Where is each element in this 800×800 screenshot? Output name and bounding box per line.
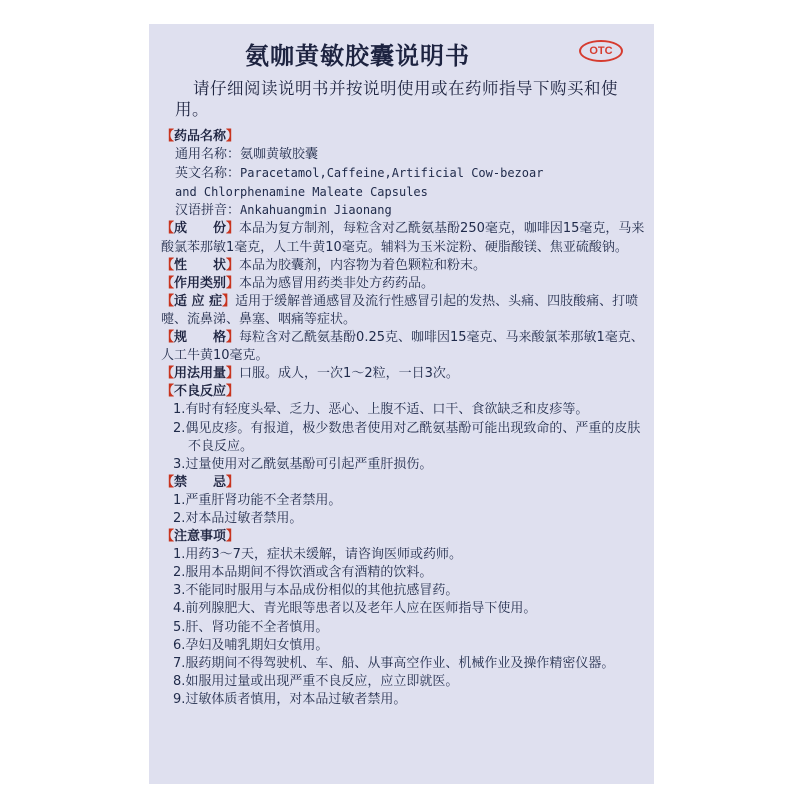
list-item: 2.偶见皮疹。有报道，极少数患者使用对乙酰氨基酚可能出现致命的、严重的皮肤不良反应。 (173, 420, 641, 454)
english-name-row-2: and Chlorphenamine Maleate Capsules (175, 185, 428, 200)
section-adverse: 【不良反应】 (161, 384, 240, 400)
document-title: 氨咖黄敏胶囊说明书 (245, 42, 470, 70)
section-heading: 禁 忌 (174, 474, 227, 490)
list-item: 1.严重肝肾功能不全者禁用。 (173, 492, 342, 508)
indication-text: 适用于缓解普通感冒及流行性感冒引起的发热、头痛、四肢酸痛、打喷嚏、流鼻涕、鼻塞、咽痛等症状。 (161, 293, 639, 327)
english-name-label: 英文名称： (175, 166, 241, 182)
english-name-row (161, 164, 646, 183)
list-item: 5.肝、肾功能不全者慎用。 (173, 619, 329, 635)
section-heading: 性 状 (174, 257, 227, 273)
list-item: 2.服用本品期间不得饮酒或含有酒精的饮料。 (173, 565, 433, 581)
section-drug-name: 【药品名称】 (161, 129, 240, 144)
pinyin-value: Ankahuangmin Jiaonang (240, 203, 392, 218)
list-item: 1.有时有轻度头晕、乏力、恶心、上腹不适、口干、食欲缺乏和皮疹等。 (173, 402, 589, 418)
section-heading: 用法用量 (174, 366, 227, 382)
generic-name-label: 通用名称： (175, 147, 241, 163)
leaflet-content (161, 128, 646, 709)
pinyin-label: 汉语拼音： (175, 203, 241, 219)
section-contraindications: 【禁 忌】 (161, 474, 240, 490)
generic-name-row (161, 146, 646, 164)
dosage-text: 口服。成人，一次1～2粒，一日3次。 (239, 366, 459, 382)
section-heading: 作用类别 (174, 275, 227, 291)
generic-name-value: 氨咖黄敏胶囊 (240, 147, 319, 163)
list-item: 9.过敏体质者慎用，对本品过敏者禁用。 (173, 691, 407, 707)
list-item: 3.过量使用对乙酰氨基酚可引起严重肝损伤。 (173, 456, 433, 472)
english-name-value: Paracetamol,Caffeine,Artificial Cow-bezoar (240, 166, 544, 181)
list-item: 3.不能同时服用与本品成份相似的其他抗感冒药。 (173, 583, 459, 599)
specification-text: 每粒含对乙酰氨基酚0.25克、咖啡因15毫克、马来酸氯苯那敏1毫克、人工牛黄10毫克。 (161, 330, 644, 364)
pinyin-row (161, 201, 646, 220)
section-dosage: 【用法用量】口服。成人，一次1～2粒，一日3次。 (161, 366, 459, 382)
intro-text: 请仔细阅读说明书并按说明使用或在药师指导下购买和使用。 (175, 79, 618, 119)
section-heading: 不良反应 (174, 384, 227, 400)
list-item: 2.对本品过敏者禁用。 (173, 510, 303, 526)
otc-badge: OTC (579, 40, 623, 62)
section-composition: 【成 份】本品为复方制剂，每粒含对乙酰氨基酚250毫克，咖啡因15毫克，马来酸氯苯那敏1毫克，人工牛黄10毫克。辅料为玉米淀粉、硬脂酸镁、焦亚硫酸钠。 (161, 221, 645, 255)
section-heading: 药品名称 (174, 129, 227, 144)
section-precautions: 【注意事项】 (161, 529, 240, 545)
section-category: 【作用类别】本品为感冒用药类非处方药药品。 (161, 275, 435, 291)
leaflet-sheet (149, 24, 654, 784)
section-indication: 【适 应 症】适用于缓解普通感冒及流行性感冒引起的发热、头痛、四肢酸痛、打喷嚏、流鼻涕、鼻塞、咽痛等症状。 (161, 293, 639, 327)
list-item: 4.前列腺肥大、青光眼等患者以及老年人应在医师指导下使用。 (173, 601, 537, 617)
section-heading: 注意事项 (174, 529, 227, 545)
section-specification: 【规 格】每粒含对乙酰氨基酚0.25克、咖啡因15毫克、马来酸氯苯那敏1毫克、人工牛黄10毫克。 (161, 330, 644, 364)
list-item: 6.孕妇及哺乳期妇女慎用。 (173, 637, 329, 653)
section-heading: 规 格 (174, 330, 227, 346)
list-item: 8.如服用过量或出现严重不良反应，应立即就医。 (173, 673, 459, 689)
section-character: 【性 状】本品为胶囊剂，内容物为着色颗粒和粉末。 (161, 257, 487, 273)
section-heading: 成 份 (174, 221, 227, 237)
section-heading: 适 应 症 (174, 293, 223, 309)
character-text: 本品为胶囊剂，内容物为着色颗粒和粉末。 (239, 257, 487, 273)
category-text: 本品为感冒用药类非处方药药品。 (239, 275, 435, 291)
list-item: 1.用药3～7天，症状未缓解，请咨询医师或药师。 (173, 547, 462, 563)
list-item: 7.服药期间不得驾驶机、车、船、从事高空作业、机械作业及操作精密仪器。 (173, 655, 615, 671)
composition-text: 本品为复方制剂，每粒含对乙酰氨基酚250毫克，咖啡因15毫克，马来酸氯苯那敏1毫克，人工牛黄10毫克。辅料为玉米淀粉、硬脂酸镁、焦亚硫酸钠。 (161, 221, 645, 255)
